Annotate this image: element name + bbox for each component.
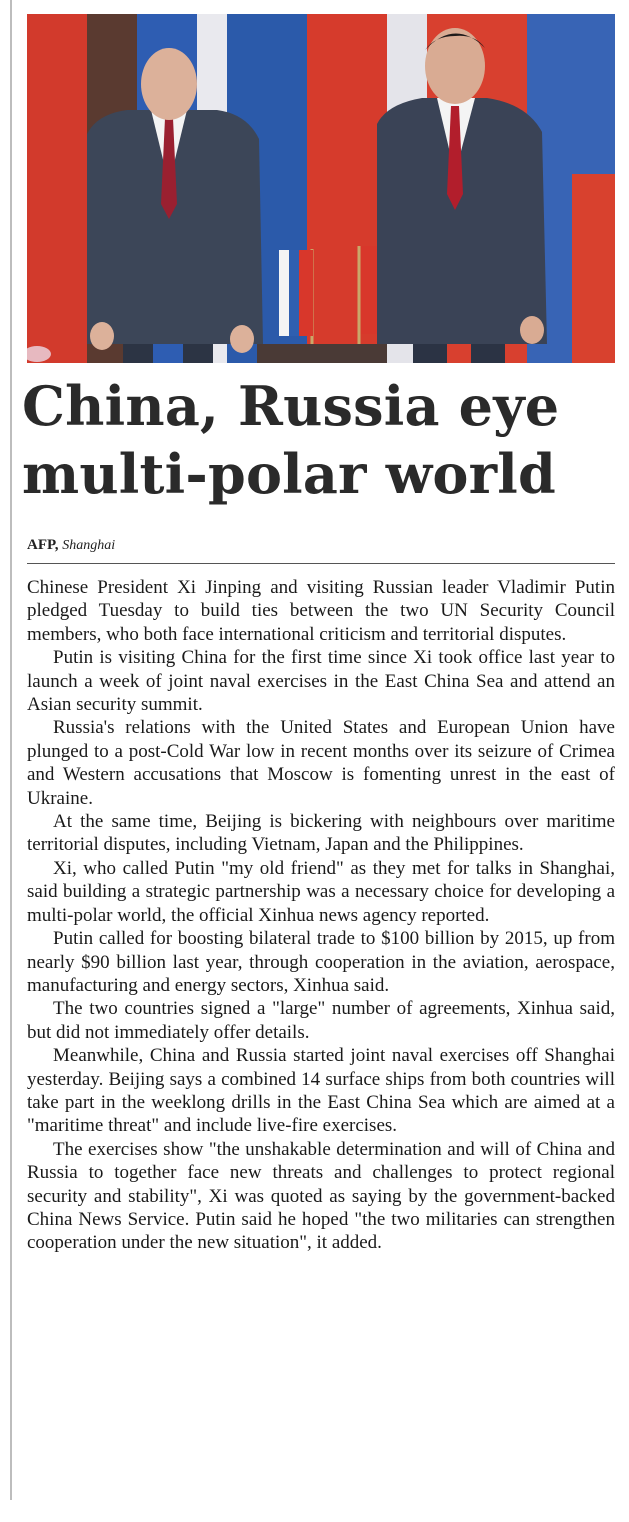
backdrop-red-flag-left: [27, 14, 97, 363]
left-hand-left: [90, 322, 114, 350]
article-headline: China, Russia eye multi-polar world: [22, 374, 560, 506]
photo-illustration: [27, 14, 615, 363]
backdrop-red-lower-right: [572, 174, 615, 363]
right-leg-left: [413, 344, 447, 363]
byline-agency: AFP,: [27, 537, 59, 553]
page-margin-rule: [10, 0, 12, 1500]
article-paragraph: The exercises show "the unshakable determination and will of China and Russia to together face new threats and challenges to protect regional security and stability", Xi was quoted as saying by the government-backed China News Service. Putin said he hoped "the two militaries can strengthen cooperation under the new situation", it added.: [27, 1138, 615, 1254]
article-byline: [27, 537, 115, 554]
right-head: [425, 28, 485, 104]
article-paragraph: Chinese President Xi Jinping and visiting Russian leader Vladimir Putin pledged Tuesday to build ties between the two UN Security Council members, who both face international criticism and territorial disputes.: [27, 577, 615, 645]
left-leg-left: [123, 344, 153, 363]
article-paragraph: Russia's relations with the United States and European Union have plunged to a post-Cold War low in recent months over its seizure of Crimea and Western accusations that Moscow is fomenting unrest in the east of Ukraine.: [27, 717, 615, 809]
byline-divider: [27, 563, 615, 564]
byline-city: Shanghai: [62, 538, 116, 553]
table-edge: [257, 344, 387, 363]
article-paragraph: Putin called for boosting bilateral trade to $100 billion by 2015, up from nearly $90 billion last year, through cooperation in the aviation, aerospace, manufacturing and energy sectors, Xinhua said.: [27, 928, 615, 996]
left-head: [141, 48, 197, 120]
mini-russian-flag-red: [299, 250, 313, 336]
article-body: [27, 576, 615, 1255]
right-hand: [520, 316, 544, 344]
article-photo: [27, 14, 615, 363]
article-paragraph: Putin is visiting China for the first time since Xi took office last year to launch a week of joint naval exercises in the East China Sea and attend an Asian security summit.: [27, 647, 615, 716]
left-hand-right: [230, 325, 254, 353]
right-leg-right: [471, 344, 505, 363]
article-paragraph: Meanwhile, China and Russia started joint naval exercises off Shanghai yesterday. Beijing says a combined 14 surface ships from both countries will take part in the weeklong drills in the East China Sea which are aimed at a "maritime threat" and include live-fire exercises.: [27, 1045, 615, 1137]
article-paragraph: Xi, who called Putin "my old friend" as they met for talks in Shanghai, said building a strategic partnership was a necessary choice for developing a multi-polar world, the official Xinhua news agency reported.: [27, 857, 615, 926]
article-paragraph: At the same time, Beijing is bickering with neighbours over maritime territorial disputes, including Vietnam, Japan and the Philippines.: [27, 811, 615, 856]
article-paragraph: The two countries signed a "large" number of agreements, Xinhua said, but did not immediately offer details.: [27, 998, 615, 1043]
left-leg-right: [183, 344, 213, 363]
